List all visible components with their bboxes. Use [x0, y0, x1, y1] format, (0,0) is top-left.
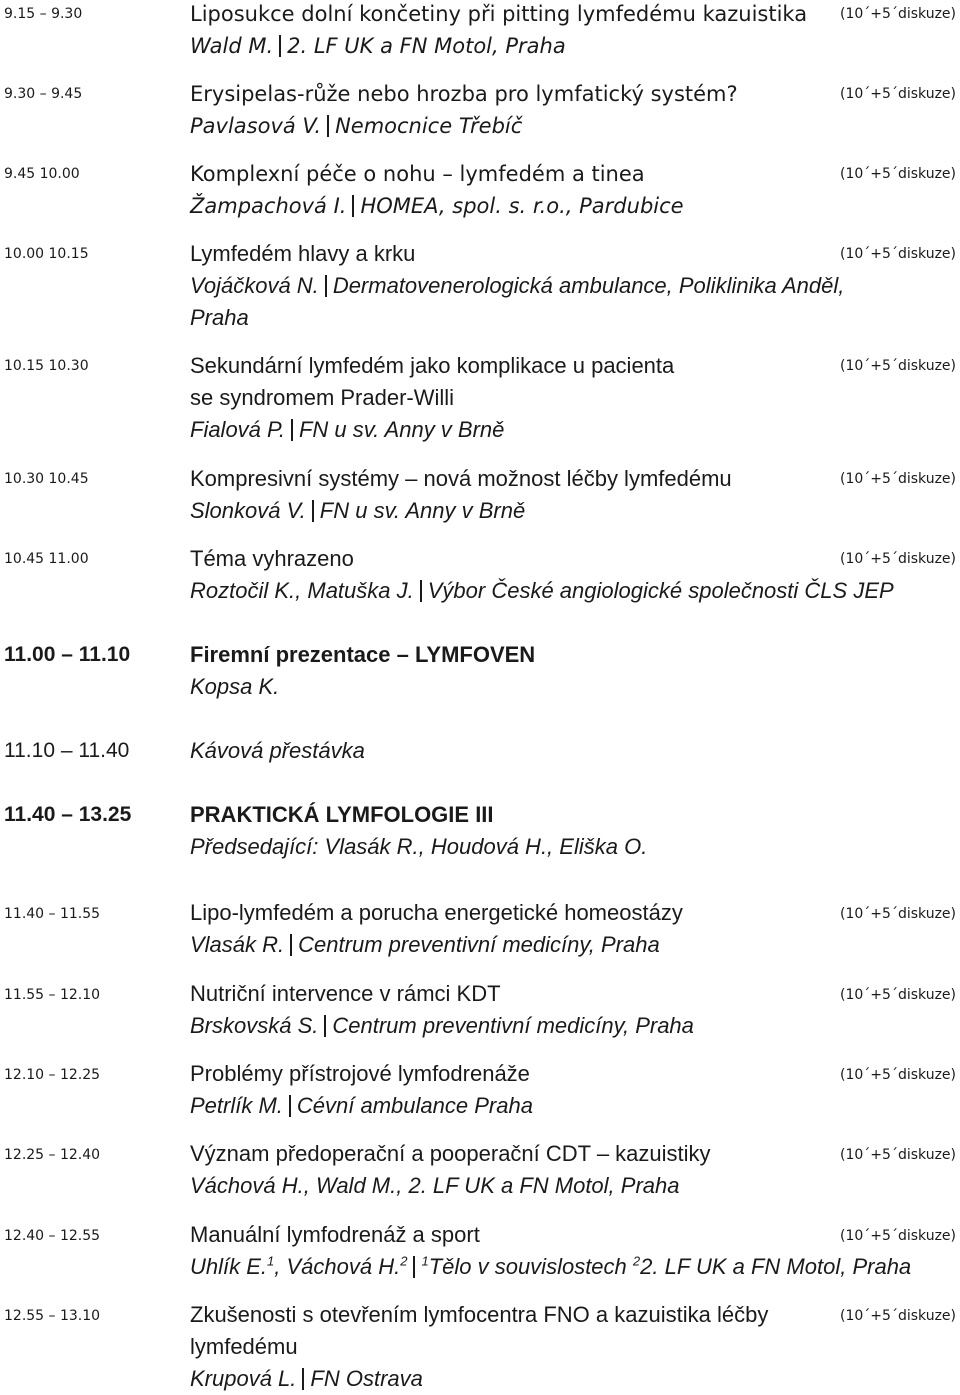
entry-authors: Vojáčková N.	[190, 273, 319, 298]
discussion-note: (10´+5´diskuze)	[840, 1067, 956, 1083]
entry-authors: Roztočil K., Matuška J.	[190, 578, 414, 603]
entry-title: Sekundární lymfedém jako komplikace u pacienta	[190, 353, 675, 378]
entry-institution-cont: Praha	[190, 305, 249, 330]
entry-institution: FN u sv. Anny v Brně	[298, 417, 505, 442]
entry-authors: Brskovská S.	[190, 1013, 319, 1038]
block-title: PRAKTICKÁ LYMFOLOGIE III	[190, 802, 494, 827]
entry-institution-1: Tělo v souvislostech	[428, 1254, 633, 1279]
separator	[324, 1015, 326, 1037]
entry-institution: Dermatovenerologická ambulance, Poliklinika Anděl,	[332, 273, 845, 298]
entry-time: 12.25 – 12.40	[4, 1147, 101, 1163]
entry-time: 10.00 10.15	[4, 246, 89, 262]
entry-time: 9.30 – 9.45	[4, 86, 83, 102]
separator	[352, 195, 354, 217]
entry-authors: Slonková V.	[190, 498, 306, 523]
entry-title-cont: lymfedému	[190, 1334, 298, 1359]
discussion-note: (10´+5´diskuze)	[840, 86, 956, 102]
discussion-note: (10´+5´diskuze)	[840, 166, 956, 182]
discussion-note: (10´+5´diskuze)	[840, 1228, 956, 1244]
entry-authors: Vlasák R.	[190, 932, 285, 957]
entry-title: Nutriční intervence v rámci KDT	[190, 981, 501, 1006]
entry-title: Význam předoperační a pooperační CDT – kazuistiky	[190, 1141, 711, 1166]
block-time: 11.40 – 13.25	[4, 803, 132, 826]
discussion-note: (10´+5´diskuze)	[840, 1147, 956, 1163]
entry-institution: Centrum preventivní medicíny, Praha	[298, 932, 660, 957]
entry-title-cont: se syndromem Prader-Willi	[190, 385, 455, 410]
entry-authors: Váchová H., Wald M., 2. LF UK a FN Motol, Praha	[190, 1173, 680, 1198]
entry-title: Zkušenosti s otevřením lymfocentra FNO a kazuistika léčby	[190, 1302, 769, 1327]
entry-title: Kávová přestávka	[190, 738, 365, 763]
entry-time: 11.00 – 11.10	[4, 643, 131, 666]
entry-authors: Žampachová I.	[190, 194, 347, 218]
superscript: 1	[267, 1253, 275, 1269]
separator	[312, 500, 314, 522]
entry-author-1: Uhlík E.	[190, 1254, 268, 1279]
discussion-note: (10´+5´diskuze)	[840, 1308, 956, 1324]
separator	[413, 1256, 415, 1278]
entry-institution: Centrum preventivní medicíny, Praha	[332, 1013, 694, 1038]
entry-title: Manuální lymfodrenáž a sport	[190, 1222, 480, 1247]
discussion-note: (10´+5´diskuze)	[840, 6, 956, 22]
entry-time: 11.40 – 11.55	[4, 906, 101, 922]
entry-institution: FN u sv. Anny v Brně	[319, 498, 526, 523]
separator	[325, 275, 327, 297]
entry-time: 9.15 – 9.30	[4, 6, 83, 22]
discussion-note: (10´+5´diskuze)	[840, 246, 956, 262]
entry-institution-2: 2. LF UK a FN Motol, Praha	[640, 1254, 912, 1279]
entry-title: Kompresivní systémy – nová možnost léčby lymfedému	[190, 466, 732, 491]
entry-title: Komplexní péče o nohu – lymfedém a tinea	[190, 162, 645, 186]
entry-time: 12.10 – 12.25	[4, 1067, 101, 1083]
entry-author-2: , Váchová H.	[274, 1254, 401, 1279]
entry-time: 10.45 11.00	[4, 551, 89, 567]
entry-authors: Petrlík M.	[190, 1093, 283, 1118]
entry-institution: Výbor České angiologické společnosti ČLS JEP	[427, 578, 894, 603]
entry-time: 11.10 – 11.40	[4, 739, 130, 762]
block-chairs: Předsedající: Vlasák R., Houdová H., Eliška O.	[190, 834, 648, 859]
entry-title: Problémy přístrojové lymfodrenáže	[190, 1061, 530, 1086]
discussion-note: (10´+5´diskuze)	[840, 987, 956, 1003]
discussion-note: (10´+5´diskuze)	[840, 358, 956, 374]
entry-title: Lipo-lymfedém a porucha energetické homeostázy	[190, 900, 683, 925]
entry-authors: Wald M.	[190, 34, 274, 58]
separator	[289, 1095, 291, 1117]
superscript: 2	[632, 1253, 641, 1269]
entry-authors: Fialová P.	[190, 417, 285, 442]
entry-authors: Kopsa K.	[190, 674, 280, 699]
entry-title: Lymfedém hlavy a krku	[190, 241, 416, 266]
entry-title: Téma vyhrazeno	[190, 546, 354, 571]
entry-time: 10.15 10.30	[4, 358, 89, 374]
superscript: 2	[400, 1253, 408, 1269]
entry-institution: HOMEA, spol. s. r.o., Pardubice	[360, 194, 684, 218]
entry-time: 10.30 10.45	[4, 471, 89, 487]
entry-authors: Krupová L.	[190, 1366, 297, 1391]
entry-time: 9.45 10.00	[4, 166, 80, 182]
entry-institution: 2. LF UK a FN Motol, Praha	[287, 34, 566, 58]
entry-institution: FN Ostrava	[310, 1366, 423, 1391]
separator	[290, 934, 292, 956]
discussion-note: (10´+5´diskuze)	[840, 471, 956, 487]
entry-time: 11.55 – 12.10	[4, 987, 101, 1003]
entry-institution: Cévní ambulance Praha	[296, 1093, 533, 1118]
entry-title: Firemní prezentace – LYMFOVEN	[190, 642, 536, 667]
entry-title: Erysipelas-růže nebo hrozba pro lymfatický systém?	[190, 82, 738, 106]
entry-time: 12.55 – 13.10	[4, 1308, 101, 1324]
entry-title: Liposukce dolní končetiny při pitting lymfedému kazuistika	[190, 2, 808, 26]
separator	[291, 419, 293, 441]
discussion-note: (10´+5´diskuze)	[840, 551, 956, 567]
superscript: 1	[421, 1253, 429, 1269]
separator	[302, 1368, 304, 1390]
separator	[327, 115, 329, 137]
separator	[279, 35, 281, 57]
entry-time: 12.40 – 12.55	[4, 1228, 101, 1244]
separator	[420, 580, 422, 602]
discussion-note: (10´+5´diskuze)	[840, 906, 956, 922]
entry-authors: Pavlasová V.	[190, 114, 322, 138]
entry-institution: Nemocnice Třebíč	[335, 114, 523, 138]
